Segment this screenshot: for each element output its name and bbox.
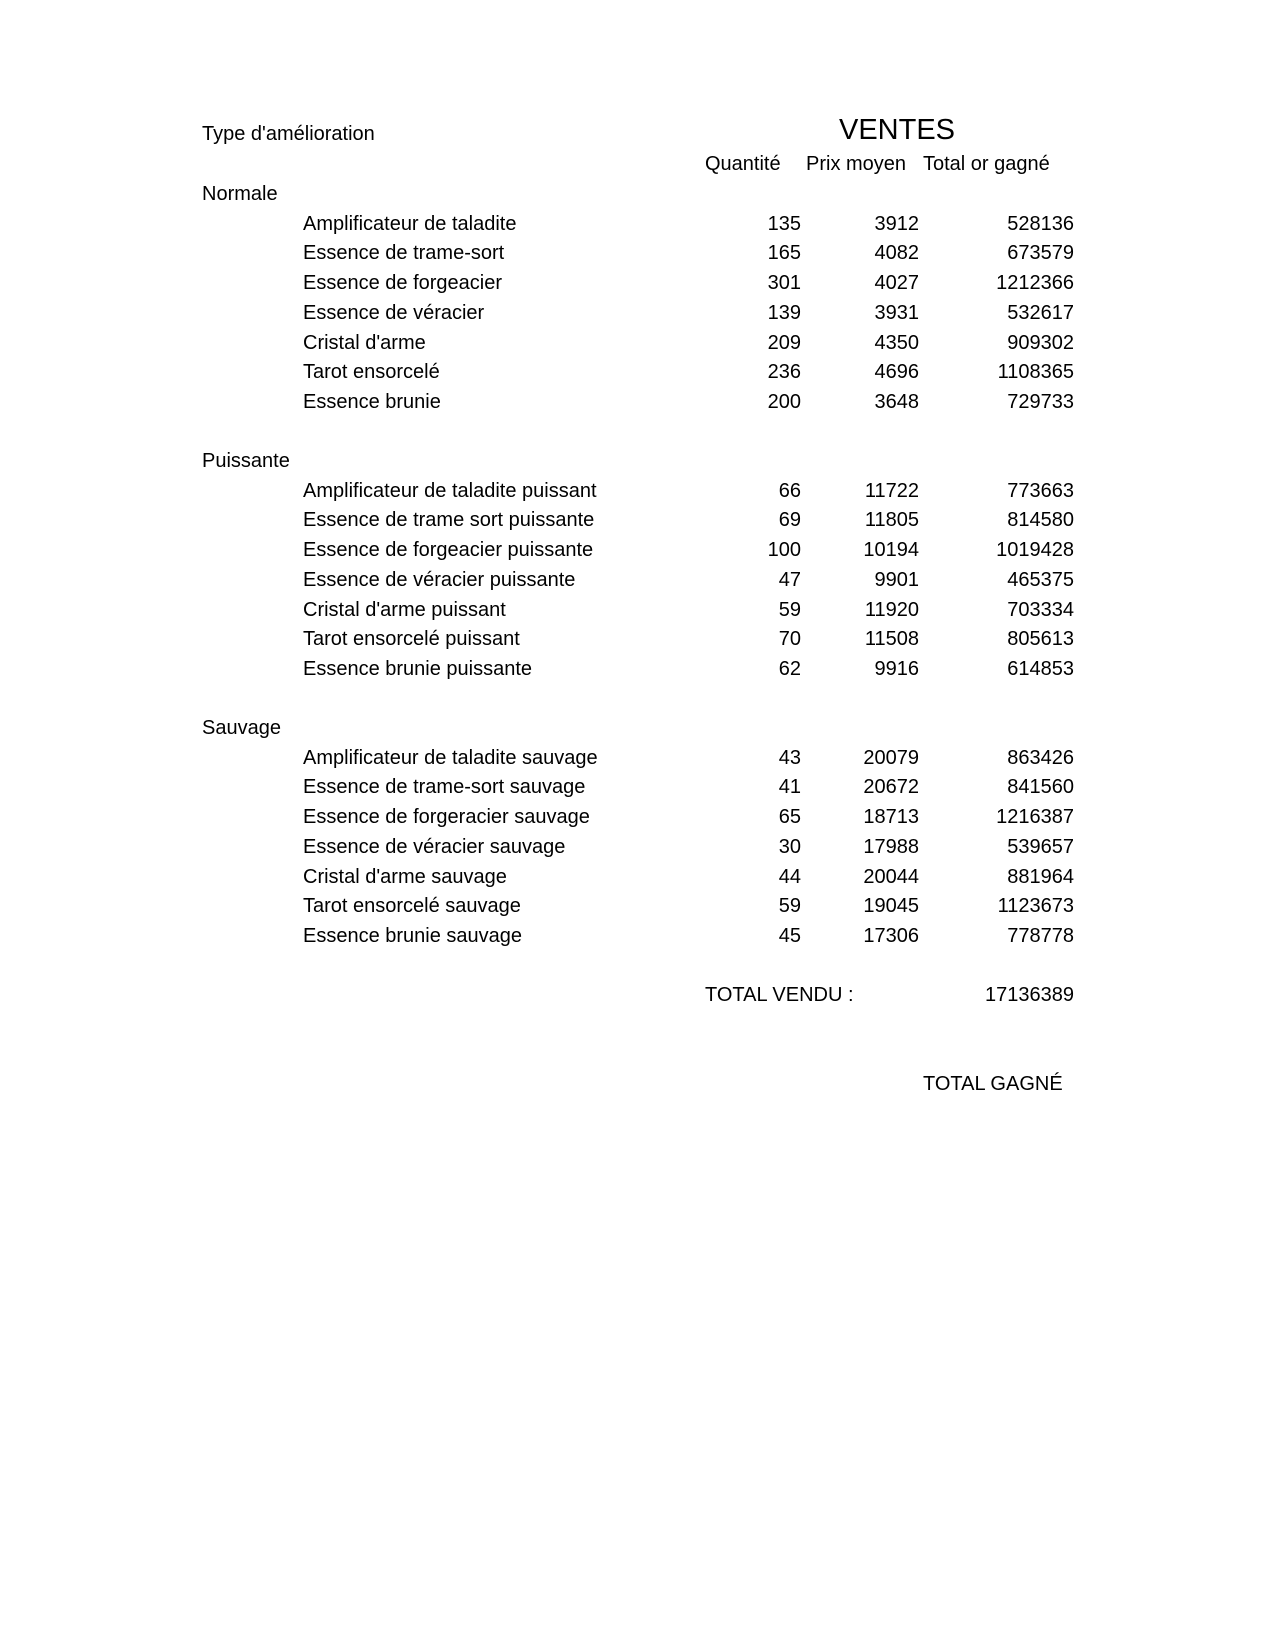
avg-price-cell: 9916 [874,658,919,680]
quantity-cell: 65 [778,806,801,828]
avg-price-cell: 17306 [863,925,919,947]
avg-price-cell: 10194 [863,539,919,561]
item-name: Essence brunie puissante [303,658,533,680]
item-name: Amplificateur de taladite puissant [303,480,597,502]
total-gold-cell: 1123673 [997,895,1074,917]
avg-price-cell: 11722 [864,480,919,502]
avg-price-cell: 18713 [863,806,919,828]
quantity-cell: 200 [767,391,801,413]
item-name: Essence de véracier [303,302,485,324]
quantity-cell: 209 [767,332,801,354]
avg-price-cell: 11920 [864,599,919,621]
quantity-cell: 59 [778,599,801,621]
avg-price-cell: 20079 [863,747,919,769]
total-gold-cell: 673579 [1007,242,1074,264]
total-gold-cell: 863426 [1007,747,1074,769]
total-gold-cell: 1216387 [996,806,1074,828]
avg-price-cell: 4350 [874,332,919,354]
total-gold-cell: 532617 [1007,302,1074,324]
item-name: Amplificateur de taladite [303,213,517,235]
column-header-quantity: Quantité [705,153,781,175]
item-name: Essence de forgeacier puissante [303,539,594,561]
total-gold-cell: 528136 [1007,213,1074,235]
column-header-total-gold: Total or gagné [923,153,1050,175]
avg-price-cell: 4082 [874,242,919,264]
total-gold-cell: 1019428 [996,539,1074,561]
item-name: Essence brunie [303,391,441,413]
quantity-cell: 59 [778,895,801,917]
item-name: Tarot ensorcelé puissant [303,628,520,650]
total-earned-label: TOTAL GAGNÉ [923,1073,1063,1095]
total-gold-cell: 841560 [1007,776,1074,798]
avg-price-cell: 20672 [863,776,919,798]
section-header: Normale [202,183,278,205]
total-gold-cell: 539657 [1007,836,1074,858]
item-name: Amplificateur de taladite sauvage [303,747,598,769]
item-name: Essence de forgeracier sauvage [303,806,590,828]
column-header-avg-price: Prix moyen [806,153,907,175]
item-name: Essence de véracier sauvage [303,836,566,858]
avg-price-cell: 20044 [863,866,919,888]
avg-price-cell: 3648 [874,391,919,413]
type-label: Type d'amélioration [202,123,375,145]
quantity-cell: 165 [767,242,801,264]
avg-price-cell: 4696 [874,361,919,383]
total-gold-cell: 1108365 [997,361,1074,383]
item-name: Essence de trame-sort sauvage [303,776,586,798]
total-gold-cell: 729733 [1007,391,1074,413]
avg-price-cell: 3931 [874,302,919,324]
total-gold-cell: 805613 [1007,628,1074,650]
item-name: Essence brunie sauvage [303,925,523,947]
quantity-cell: 66 [778,480,801,502]
item-name: Cristal d'arme [303,332,426,354]
total-gold-cell: 773663 [1007,480,1074,502]
item-name: Cristal d'arme sauvage [303,866,507,888]
item-name: Essence de forgeacier [303,272,503,294]
section-header: Puissante [202,450,290,472]
avg-price-cell: 9901 [874,569,919,591]
avg-price-cell: 4027 [874,272,919,294]
total-gold-cell: 465375 [1007,569,1074,591]
quantity-cell: 69 [778,509,801,531]
quantity-cell: 135 [767,213,801,235]
total-gold-cell: 1212366 [996,272,1074,294]
quantity-cell: 301 [767,272,801,294]
item-name: Tarot ensorcelé [303,361,440,383]
item-name: Essence de trame sort puissante [303,509,595,531]
total-gold-cell: 703334 [1007,599,1074,621]
avg-price-cell: 19045 [863,895,919,917]
quantity-cell: 30 [778,836,801,858]
quantity-cell: 100 [767,539,801,561]
total-gold-cell: 778778 [1007,925,1074,947]
item-name: Essence de véracier puissante [303,569,576,591]
quantity-cell: 62 [778,658,801,680]
total-gold-cell: 614853 [1007,658,1074,680]
section-header: Sauvage [202,717,281,739]
quantity-cell: 70 [778,628,801,650]
sales-title: VENTES [839,114,956,146]
quantity-cell: 43 [778,747,801,769]
quantity-cell: 44 [778,866,801,888]
quantity-cell: 45 [778,925,801,947]
quantity-cell: 236 [767,361,801,383]
total-gold-cell: 909302 [1007,332,1074,354]
item-name: Cristal d'arme puissant [303,599,506,621]
avg-price-cell: 11508 [864,628,919,650]
avg-price-cell: 3912 [874,213,919,235]
quantity-cell: 139 [767,302,801,324]
quantity-cell: 47 [778,569,801,591]
total-sold-value: 17136389 [985,984,1074,1006]
item-name: Essence de trame-sort [303,242,505,264]
avg-price-cell: 17988 [863,836,919,858]
avg-price-cell: 11805 [864,509,919,531]
total-sold-label: TOTAL VENDU : [705,984,854,1006]
quantity-cell: 41 [778,776,801,798]
total-gold-cell: 881964 [1007,866,1074,888]
total-gold-cell: 814580 [1007,509,1074,531]
item-name: Tarot ensorcelé sauvage [303,895,521,917]
